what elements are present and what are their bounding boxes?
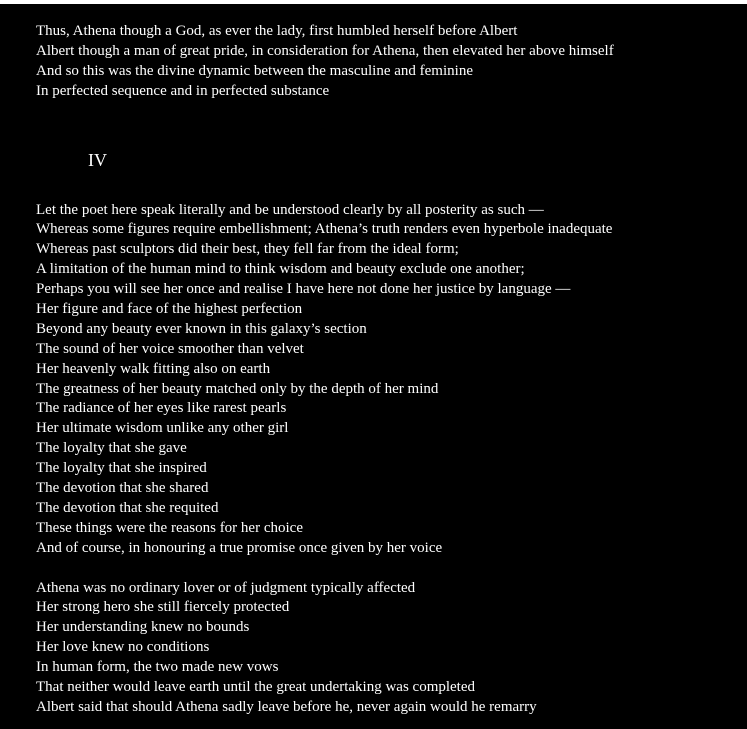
stanza-2-line-5: Perhaps you will see her once and realise I have here not done her justice by language — [36,281,571,298]
stanza-1-line-2: Albert though a man of great pride, in consideration for Athena, then elevated her above himself [36,42,614,59]
stanza-3-line-7: Albert said that should Athena sadly leave before he, never again would he remarry [36,698,537,715]
stanza-2-line-18: And of course, in honouring a true promise once given by her voice [36,539,443,556]
stanza-2-line-9: Her heavenly walk fitting also on earth [36,360,271,377]
stanza-3-line-4: Her love knew no conditions [36,639,210,656]
stanza-2-line-15: The devotion that she shared [36,480,209,497]
stanza-2 [36,201,736,559]
stanza-1-line-3: And so this was the divine dynamic between the masculine and feminine [36,62,473,79]
stanza-3-line-3: Her understanding knew no bounds [36,619,250,636]
stanza-2-line-6: Her figure and face of the highest perfection [36,301,303,318]
stanza-2-line-4: A limitation of the human mind to think wisdom and beauty exclude one another; [36,261,525,278]
poem-text [36,22,736,718]
stanza-2-line-1: Let the poet here speak literally and be understood clearly by all posterity as such — [36,201,544,218]
stanza-3-line-6: That neither would leave earth until the great undertaking was completed [36,679,476,696]
stanza-3-line-5: In human form, the two made new vows [36,659,279,676]
stanza-2-line-2: Whereas some figures require embellishment; Athena’s truth renders even hyperbole inadequate [36,221,613,238]
stanza-3 [36,579,736,718]
stanza-2-line-7: Beyond any beauty ever known in this galaxy’s section [36,320,367,337]
stanza-3-line-1: Athena was no ordinary lover or of judgment typically affected [36,579,416,596]
stanza-2-line-14: The loyalty that she inspired [36,460,207,477]
stanza-2-line-8: The sound of her voice smoother than velvet [36,340,304,357]
stanza-1-line-1: Thus, Athena though a God, as ever the lady, first humbled herself before Albert [36,23,518,39]
section-heading: IV [88,149,107,170]
stanza-2-line-16: The devotion that she requited [36,499,219,516]
stanza-2-line-10: The greatness of her beauty matched only by the depth of her mind [36,380,439,397]
stanza-2-line-12: Her ultimate wisdom unlike any other girl [36,420,289,437]
stanza-2-line-13: The loyalty that she gave [36,440,187,457]
stanza-2-line-17: These things were the reasons for her choice [36,519,303,536]
stanza-2-line-11: The radiance of her eyes like rarest pearls [36,400,287,417]
top-border [0,0,747,4]
stanza-2-line-3: Whereas past sculptors did their best, they fell far from the ideal form; [36,241,459,258]
stanza-1 [36,22,736,102]
stanza-3-line-2: Her strong hero she still fiercely protected [36,599,290,616]
stanza-1-line-4: In perfected sequence and in perfected substance [36,82,330,99]
